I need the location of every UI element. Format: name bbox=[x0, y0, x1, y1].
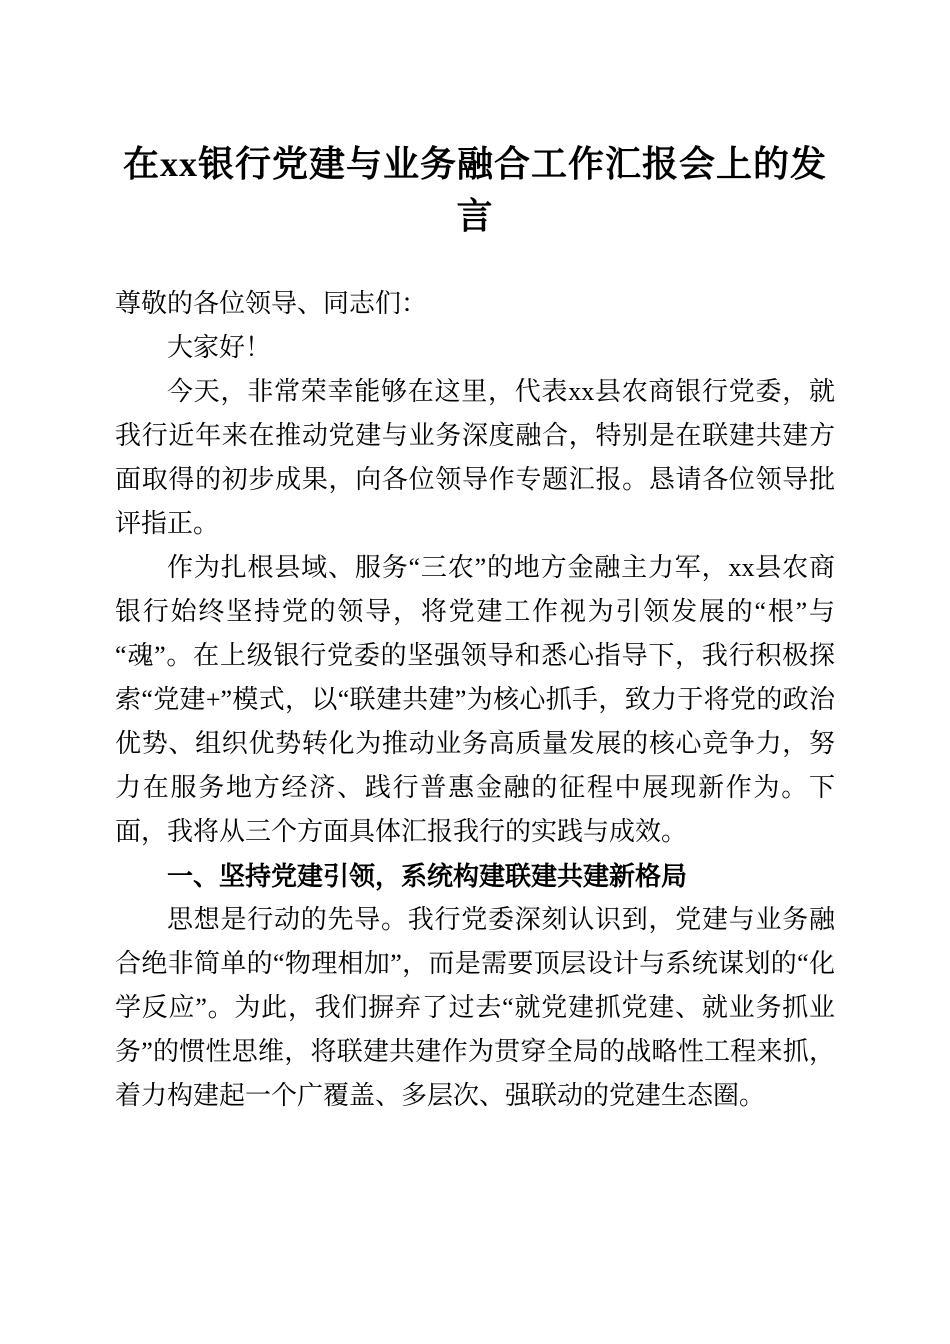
paragraph-salutation: 尊敬的各位领导、同志们： bbox=[115, 289, 428, 318]
paragraph-intro: 今天，非常荣幸能够在这里，代表xx县农商银行党委，就我行近年来在推动党建与业务深度融合，特别是在联建共建方面取得的初步成果，向各位领导作专题汇报。恳请各位领导批评指正。 bbox=[115, 377, 835, 538]
document-title: 在xx银行党建与业务融合工作汇报会上的发言 bbox=[122, 144, 827, 236]
section-1-heading: 一、坚持党建引领，系统构建联建共建新格局 bbox=[167, 861, 688, 891]
paragraph-section-1-body: 思想是行动的先导。我行党委深刻认识到，党建与业务融合绝非简单的“物理相加”，而是需要顶层设计与系统谋划的“化学反应”。为此，我们摒弃了过去“就党建抓党建、就业务抓业务”的惯性思维，将联建共建作为贯穿全局的战略性工程来抓，着力构建起一个广覆盖、多层次、强联动的党建生态圈。 bbox=[115, 905, 835, 1110]
paragraph-greeting: 大家好！ bbox=[167, 333, 272, 362]
paragraph-overview: 作为扎根县域、服务“三农”的地方金融主力军，xx县农商银行始终坚持党的领导，将党建工作视为引领发展的“根”与“魂”。在上级银行党委的坚强领导和悉心指导下，我行积极探索“党建+”模式，以“联建共建”为核心抓手，致力于将党的政治优势、组织优势转化为推动业务高质量发展的核心竞争力，努力在服务地方经济、践行普惠金融的征程中展现新作为。下面，我将从三个方面具体汇报我行的实践与成效。 bbox=[115, 553, 835, 846]
